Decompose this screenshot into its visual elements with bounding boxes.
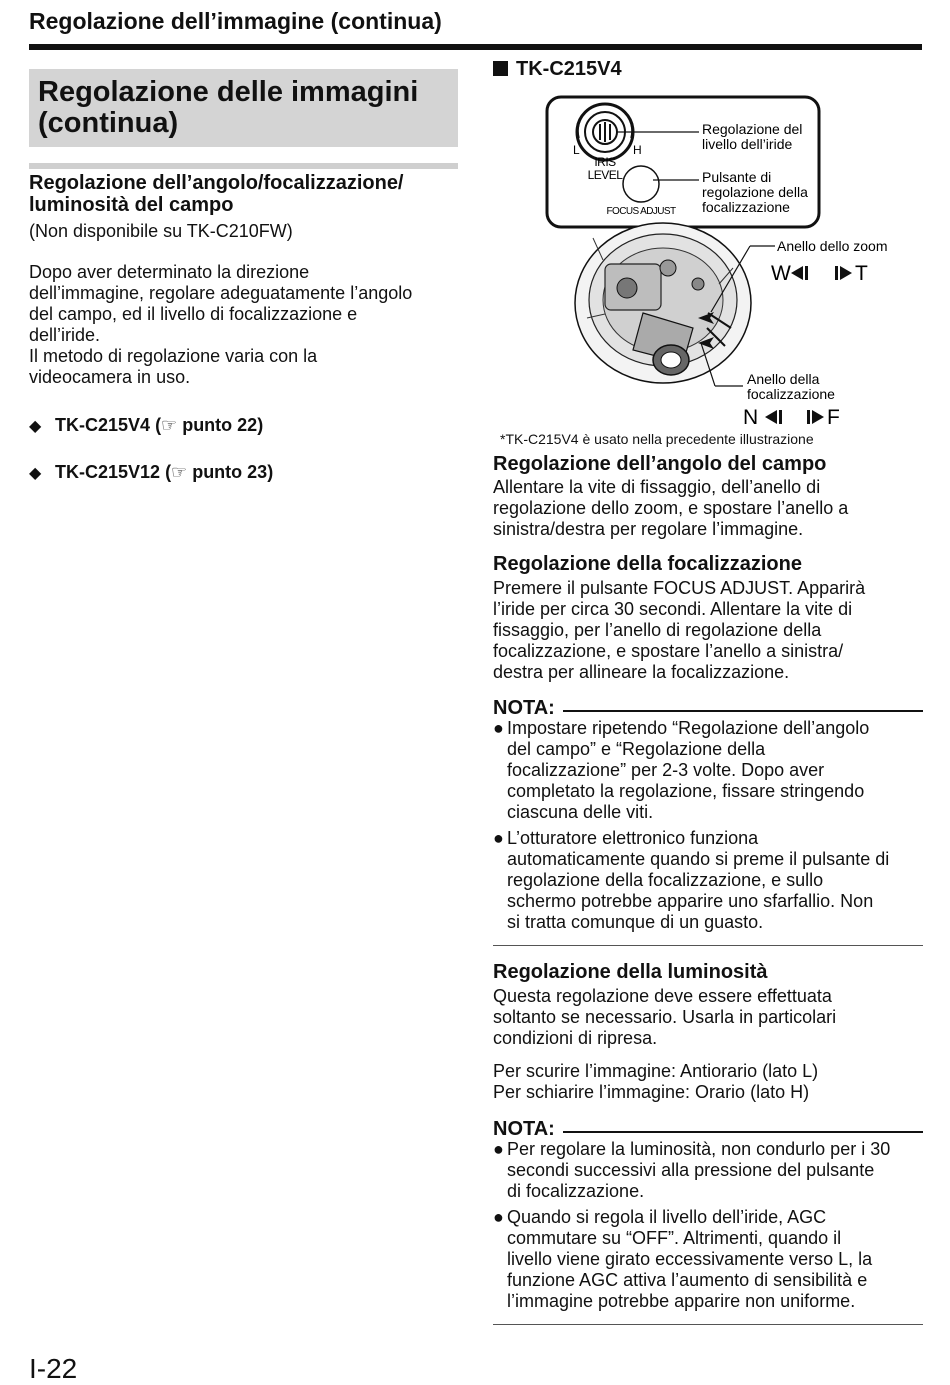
focus-button-callout-text: Pulsante di regolazione della focalizzazione [702,169,808,215]
focus-adjust-button-icon [623,166,659,202]
dome-camera-illustration [575,223,751,383]
iris-level-label-line2: LEVEL [587,168,623,182]
iris-l-label: L [573,143,580,157]
model-name: TK-C215V12 [55,462,161,482]
focus-f-label: F [827,406,840,429]
subsection-title: Regolazione dell’angolo/focalizzazione/ luminosità del campo [29,172,404,216]
bullet-dot-icon: ● [493,1207,504,1227]
zoom-w-label: W [771,262,791,285]
bullet-dot-icon: ● [493,828,504,848]
note-item: ● Impostare ripetendo “Regolazione dell’angolo del campo” e “Regolazione della focalizzazione” per 2-3 volte. Dopo aver completato la regolazione, fissare stringendo ciascuna delle viti. [493,718,870,822]
bullet-dot-icon: ● [493,1139,504,1159]
iris-callout-text: Regolazione del livello dell’iride [702,121,803,152]
model-heading-text: TK-C215V4 [516,58,622,80]
brightness-text: Questa regolazione deve essere effettuata soltanto se necessario. Usarla in particolari condizioni di ripresa. [493,986,837,1048]
model-name: TK-C215V4 [55,415,151,435]
diamond-bullet-icon: ◆ [29,418,42,435]
darken-instruction: Per scurire l’immagine: Antiorario (lato L) [493,1061,819,1081]
model-ref-c215v4 [29,414,263,438]
focus-left-arrow-icon [765,410,782,424]
focus-adjust-label: FOCUS ADJUST [606,206,676,217]
bullet-dot-icon: ● [493,718,504,738]
figure-caption: *TK-C215V4 è usato nella precedente illustrazione [500,431,814,447]
page-number: I-22 [29,1353,78,1384]
intro-paragraph: Dopo aver determinato la direzione dell’immagine, regolare adeguatamente l’angolo del campo, ed il livello di focalizzazione e dell’iride. [29,262,413,345]
camera-adjustment-figure [493,88,923,433]
section-rule [29,163,458,169]
step-reference: (☞ punto 23) [165,462,274,482]
header-rule [29,44,922,50]
brightness-heading: Regolazione della luminosità [493,961,768,983]
square-bullet-icon [493,61,508,76]
zoom-right-arrow-icon [835,266,852,280]
nota-label: NOTA: [493,697,555,719]
nota-rule [563,1131,923,1133]
focus-text: Premere il pulsante FOCUS ADJUST. Apparirà l’iride per circa 30 secondi. Allentare la vite di fissaggio, per l’anello di regolazione della focalizzazione, e spostare l’anello a sinistra/ destra per allineare la focalizzazione. [493,578,866,682]
step-reference: (☞ punto 22) [155,415,264,435]
focus-heading: Regolazione della focalizzazione [493,553,802,575]
focus-ring-label: Anello della focalizzazione [747,371,835,402]
iris-level-label: IRIS [594,155,616,169]
angle-heading: Regolazione dell’angolo del campo [493,453,827,475]
model-heading [493,58,622,81]
method-paragraph: Il metodo di regolazione varia con la videocamera in uso. [29,346,318,387]
note-item: ● Quando si regola il livello dell’iride, AGC commutare su “OFF”. Altrimenti, quando il livello viene girato eccessivamente verso L, la funzione AGC attiva l’aumento di sensibilità e l’immagine potrebbe apparire non uniforme. [493,1207,873,1311]
nota-rule [563,710,923,712]
model-ref-c215v12 [29,461,273,485]
section-title: Regolazione delle immagini (continua) [38,76,419,139]
running-header: Regolazione dell’immagine (continua) [29,8,442,34]
brighten-instruction: Per schiarire l’immagine: Orario (lato H) [493,1082,810,1102]
zoom-t-label: T [855,262,868,285]
angle-text: Allentare la vite di fissaggio, dell’anello di regolazione dello zoom, e spostare l’anello a sinistra/destra per regolare l’immagine. [493,477,849,539]
section-end-rule [493,1324,923,1325]
zoom-left-arrow-icon [791,266,808,280]
iris-h-label: H [633,143,642,157]
focus-n-label: N [743,406,759,429]
zoom-ring-label: Anello dello zoom [777,238,888,254]
section-end-rule [493,945,923,946]
note-item: ● Per regolare la luminosità, non condurlo per i 30 secondi successivi alla pressione del pulsante di focalizzazione. [493,1139,891,1201]
note-item: ● L’otturatore elettronico funziona automaticamente quando si preme il pulsante di regolazione della focalizzazione, e sullo schermo potrebbe apparire uno sfarfallio. Non si tratta comunque di un guasto. [493,828,890,932]
diamond-bullet-icon: ◆ [29,465,42,482]
nota-label: NOTA: [493,1118,555,1140]
section-title-box [29,69,458,147]
availability-note: (Non disponibile su TK-C210FW) [29,221,293,241]
focus-right-arrow-icon [807,410,824,424]
